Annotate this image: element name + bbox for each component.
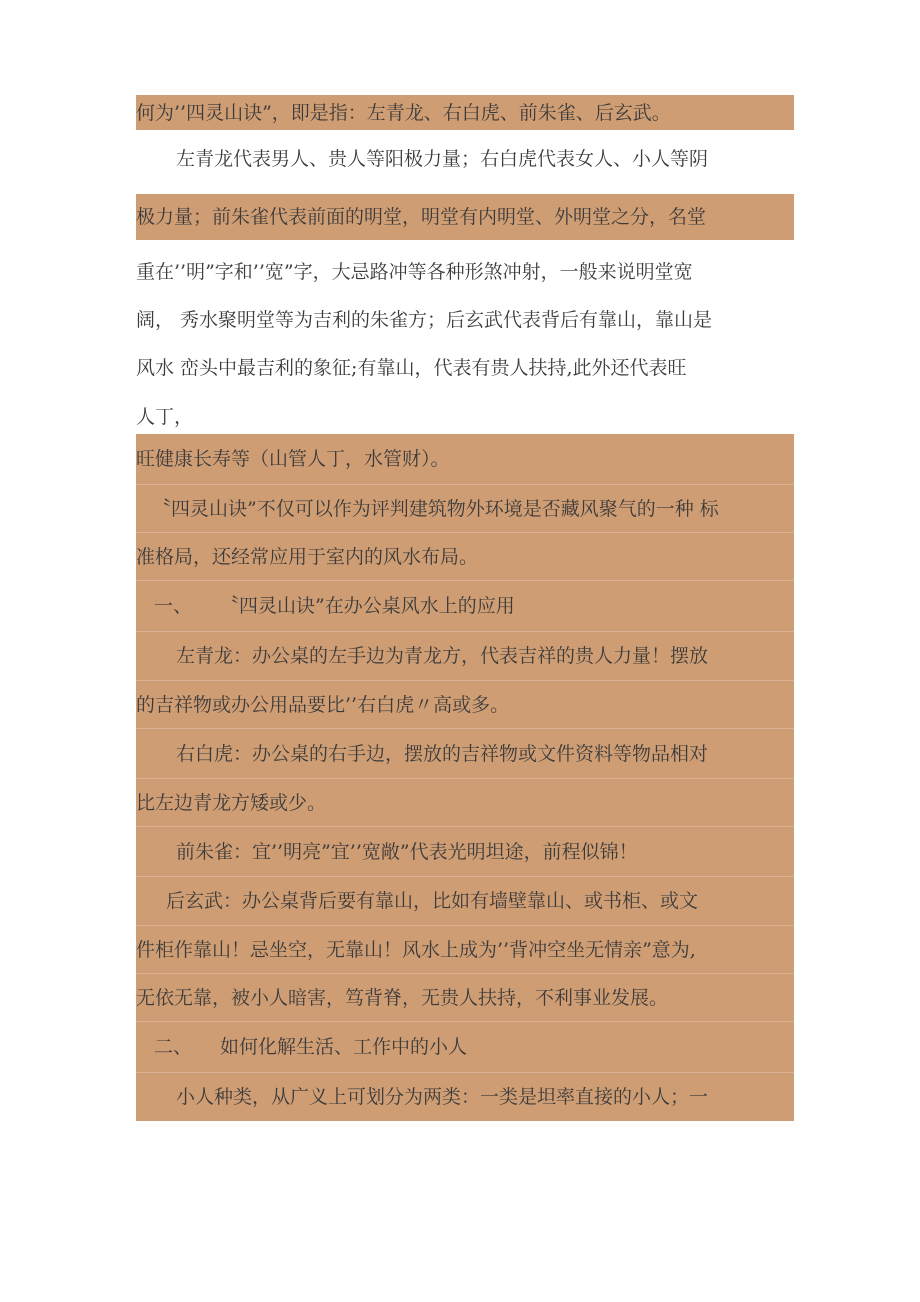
line-text: 的吉祥物或办公用品要比’’右白虎〃高或多。 bbox=[136, 693, 510, 716]
section-heading-2 bbox=[136, 1022, 794, 1073]
paragraph-line bbox=[136, 147, 794, 171]
line-text: 人丁， bbox=[136, 406, 194, 428]
paragraph-line bbox=[136, 779, 794, 827]
paragraph-line bbox=[136, 355, 794, 381]
section-heading-1 bbox=[136, 581, 794, 632]
line-text: 风水 峦头中最吉利的象征;有靠山，代表有贵人扶持,此外还代表旺 bbox=[136, 357, 687, 379]
line-text: 后玄武：办公桌背后要有靠山，比如有墙壁靠山、或书柜、或文 bbox=[166, 890, 699, 912]
paragraph-line bbox=[136, 827, 794, 877]
heading-number: 一、 bbox=[154, 595, 193, 617]
paragraph-line bbox=[136, 307, 794, 333]
paragraph-line bbox=[136, 95, 794, 130]
heading-text: 如何化解生活、工作中的小人 bbox=[220, 1036, 468, 1058]
heading-text: 〝四灵山诀”在办公桌风水上的应用 bbox=[220, 595, 515, 617]
paragraph-line bbox=[136, 404, 794, 430]
line-text: 左青龙代表男人、贵人等阳极力量；右白虎代表女人、小人等阴 bbox=[176, 148, 709, 170]
line-text: 何为’’四灵山诀”，即是指：左青龙、右白虎、前朱雀、后玄武。 bbox=[136, 101, 671, 124]
line-text: 比左边青龙方矮或少。 bbox=[136, 791, 327, 814]
heading-number: 二、 bbox=[154, 1036, 193, 1058]
paragraph-line bbox=[136, 926, 794, 974]
line-text: 件柜作靠山！忌坐空，无靠山！风水上成为’’背冲空坐无情亲”意为, bbox=[136, 938, 696, 961]
line-text: 左青龙：办公桌的左手边为青龙方，代表吉祥的贵人力量！摆放 bbox=[176, 645, 709, 667]
paragraph-line bbox=[136, 729, 794, 779]
line-text: 旺健康长寿等（山管人丁，水管财）。 bbox=[136, 448, 450, 470]
paragraph-line bbox=[136, 1073, 794, 1121]
line-text: 小人种类，从广义上可划分为两类：一类是坦率直接的小人；一 bbox=[176, 1086, 709, 1108]
line-text: 〝四灵山诀”不仅可以作为评判建筑物外环境是否藏风聚气的一种 标 bbox=[152, 497, 719, 520]
paragraph-line bbox=[136, 485, 794, 533]
paragraph-line bbox=[136, 259, 794, 285]
line-text: 右白虎：办公桌的右手边，摆放的吉祥物或文件资料等物品相对 bbox=[176, 742, 709, 765]
line-text: 无依无靠，被小人暗害，笃背脊，无贵人扶持，不利事业发展。 bbox=[136, 986, 669, 1009]
paragraph-line bbox=[136, 194, 794, 240]
paragraph-line bbox=[136, 434, 794, 485]
paragraph-line bbox=[136, 681, 794, 729]
paragraph-line bbox=[136, 533, 794, 581]
line-text: 前朱雀：宜’’明亮”宜’’宽敞”代表光明坦途，前程似锦！ bbox=[176, 840, 638, 863]
line-text: 阔， 秀水聚明堂等为吉利的朱雀方；后玄武代表背后有靠山，靠山是 bbox=[136, 309, 713, 331]
line-text: 准格局，还经常应用于室内的风水布局。 bbox=[136, 545, 479, 568]
line-text: 重在’’明”字和’’宽”字，大忌路冲等各种形煞冲射，一般来说明堂宽 bbox=[136, 261, 693, 283]
paragraph-line bbox=[136, 632, 794, 681]
paragraph-line bbox=[136, 974, 794, 1022]
line-text: 极力量；前朱雀代表前面的明堂，明堂有内明堂、外明堂之分，名堂 bbox=[136, 206, 707, 228]
paragraph-line bbox=[136, 877, 794, 926]
